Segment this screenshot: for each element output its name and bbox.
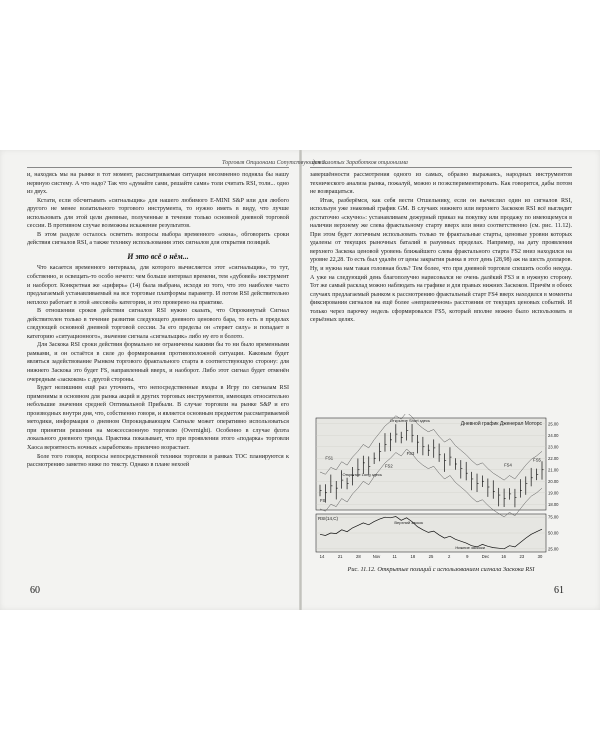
running-head-right: для Золотых Заработков опционизма bbox=[312, 160, 408, 166]
x-tick-label: 16 bbox=[501, 554, 507, 559]
fractal-label-fs5: FS5 bbox=[533, 457, 541, 463]
paragraph: Боле того говоря, вопросы непосредственной техники торговли в рамках ТОС планируются к рассмотрению заметно ниже по тексту. Однако в плане нехоей bbox=[27, 453, 289, 469]
x-tick-label: 11 bbox=[392, 554, 397, 559]
x-tick-label: Nov bbox=[372, 554, 381, 559]
fractal-label-fs4: FS4 bbox=[504, 462, 512, 468]
price-tick-label: 21.00 bbox=[548, 467, 559, 473]
chart-title: Дневной график Дженерал Моторс bbox=[460, 421, 542, 427]
price-tick-label: 23.00 bbox=[548, 444, 559, 450]
paragraph: Для Заскока RSI сроки действия формально не ограничены какими бы то ни было временными рамками, и он остаётся в силе до формирования противоположной ситуации. Каковым будет являться задействование Рынком торгового фрактального старта в соответствующую сторону: для нижнего Заскока это будет FS, направленный вверх, и наоборот. Либо этот сигнал будет отменён очередным «заскоком» с другой стороны. bbox=[27, 342, 289, 383]
right-page-text bbox=[310, 171, 572, 325]
paragraph: завершённости рассмотрения одного из самых, образно выражаясь, народных инструментов технического анализа рынка, пожалуй, можно и поэкспериментировать. Как говорится, дабы потом не возвращаться. bbox=[310, 172, 572, 196]
annotation-lower-zaskoki: Нижние заскоки bbox=[455, 545, 486, 550]
paragraph: Будет нелишним ещё раз уточнить, что непосредственные входы в Игру по сигналам RSI применимы в основном для рынка акций и других торговых инструментов, имеющих относительно небольшие значения средней Оптимальной Прибыли. В случае торговли на рынке S&P и его производных внутри дня, что, собственно говоря, и является основным предметом рассматриваемой методики, информация о дневном Опрокидывающем Сигнале может оперативно использоваться при принятии решения на межсессионную торговлю (Overnight). Особенно в случае флэта локального дневного тренда. Практика показывает, что при проявлении этого «подарка» торговли Хаоса вероятность ночных «заработков» прилично возрастает. bbox=[27, 385, 289, 451]
fractal-label-fs: FS bbox=[320, 497, 326, 503]
x-tick-label: 9 bbox=[466, 554, 469, 559]
rsi-tick-label: 75.00 bbox=[548, 514, 559, 520]
section-heading: И это всё о нём... bbox=[127, 251, 189, 261]
x-tick-label: 21 bbox=[337, 554, 343, 559]
x-tick-label: 28 bbox=[355, 554, 361, 559]
annotation-open-short: Открытие Short здесь bbox=[389, 418, 431, 423]
page-number-left: 60 bbox=[30, 585, 40, 596]
head-rule-left bbox=[27, 167, 289, 168]
paragraph: Кстати, если обсчитывать «сигнальщик» для нашего любимого E-MINI S&P или для любого другого не менее волатильного торгового инструмента, то нужно иметь в виду, что лучше использовать для этой цели дневные, полученные в течение только основной дневной торговой сессии. В противном случае возможны искажение результатов. bbox=[27, 197, 289, 230]
paragraph: и, находясь мы на рынке в тот момент, рассматриваемая ситуация несомненно подняла бы нашу нервную систему. А что надо? Так что «думайте сами, решайте сами» толи считать RSI, толи... одно из двух. bbox=[27, 172, 289, 196]
price-tick-label: 22.00 bbox=[548, 455, 559, 461]
paragraph: Итак, разберёмся, как себя вести Отшельнику, если он вычислил один из сигналов RSI, используя уже знакомый график GM. В случаях нижнего или верхнего Заскоков RSI всё выглядит достаточно «скучно»: устанавливаем дежурный приказ на покупку или продажу по имеющемуся в наличии верхнему же слева фрактальному старту вверх или вниз соответственно (см. рис. 11.12). При этом будет логичным использовать только те фрактальные старты, ценовые уровни которых удалены от текущих рыночных баталий в разумных пределах. Например, на дату проявления верхнего Заскока ценовой уровень ближайшего слева фрактального старта FS2 вниз находился на уровне 22,28. То есть был удалён от цены закрытия рынка в этот день (28,98) аж на шесть долларов. Ну, и нужна нам такая головная боль? Тем более, что при дневной торговле спешить особо некуда. А уже на следующий день благополучно нарисовался не очень далёкий FS3 и в нужную сторону. Тот же самый расклад можно наблюдать на графике и для правых нижних Заскоков. Причём в обоих случаях предлагаемый рынком к рассмотрению фрактальный старт FS4 вверх находился в моменты фиксирования сигналов на ещё более «неприличном» расстоянии от текущих ценовых событий. И только через парочку недель сформировался FS5, который вполне можно было использовать в серьёзных целях. bbox=[310, 197, 572, 324]
head-rule-right bbox=[310, 167, 572, 168]
paragraph: Что касается временного интервала, для которого вычисляется этот «сигнальщик», то тут, собственно, и освещать-то особо нечего: чем больше интервал времени, тем «дубовей» инструмент и наоборот. Конкретная же «цифирь» (14) была выбрана, исходя из того, что это наиболее часто предлагаемый устанавливаемый на все торговые платформы параметр. И потом RSI действительно неплохо работает в этой «весовой» категории, и это проверено на практике. bbox=[27, 265, 289, 306]
x-tick-label: 23 bbox=[519, 554, 525, 559]
price-tick-label: 20.00 bbox=[548, 478, 559, 484]
annotation-open-long: Открытие Long здесь bbox=[342, 472, 383, 477]
x-tick-label: 18 bbox=[410, 554, 416, 559]
x-tick-label: Dec bbox=[481, 554, 490, 559]
page-number-right: 61 bbox=[554, 585, 564, 596]
paragraph: В этом разделе осталось осветить вопросы выбора временного «окна», обговорить сроки действия сигналов RSI, а также технику использования этих сигналов для открытия позиций. bbox=[27, 231, 289, 247]
x-tick-label: 14 bbox=[319, 554, 325, 559]
figure-caption: Рис. 11.12. Открытые позиций с использованием сигнала Заскока RSI bbox=[347, 566, 535, 573]
price-tick-label: 25.00 bbox=[548, 421, 559, 427]
annotation-upper-zaskok: Верхний заскок bbox=[394, 520, 424, 525]
running-head-left: Торговля Опционами Сопутствующими... bbox=[222, 160, 330, 166]
x-tick-label: 25 bbox=[428, 554, 434, 559]
rsi-tick-label: 50.00 bbox=[548, 530, 559, 536]
rsi-label: RSI(14,C) bbox=[318, 516, 339, 521]
price-tick-label: 24.00 bbox=[548, 432, 559, 438]
book-gutter bbox=[299, 150, 302, 610]
x-tick-label: 2 bbox=[447, 554, 451, 559]
gm-daily-chart bbox=[310, 414, 572, 564]
fractal-label-fs3: FS3 bbox=[406, 450, 415, 456]
fractal-label-fs2: FS2 bbox=[384, 463, 393, 469]
left-page-text bbox=[27, 171, 289, 470]
price-tick-label: 18.00 bbox=[548, 501, 559, 507]
price-tick-label: 19.00 bbox=[548, 490, 559, 496]
fractal-label-fs1: FS1 bbox=[325, 455, 334, 461]
rsi-tick-label: 25.00 bbox=[548, 546, 559, 552]
paragraph: В отношении сроков действия сигналов RSI нужно сказать, что Опрокинутый Сигнал действителен только в течение развития следующего дневного ценового бара, то есть в пределах следующей основной дневной торговой сессии. За его пределы он «теряет силу» и попадает в категорию «ситуационного», значение сигнала «сигнальщик» либо ну его в болото. bbox=[27, 308, 289, 340]
x-tick-label: 30 bbox=[537, 554, 543, 559]
